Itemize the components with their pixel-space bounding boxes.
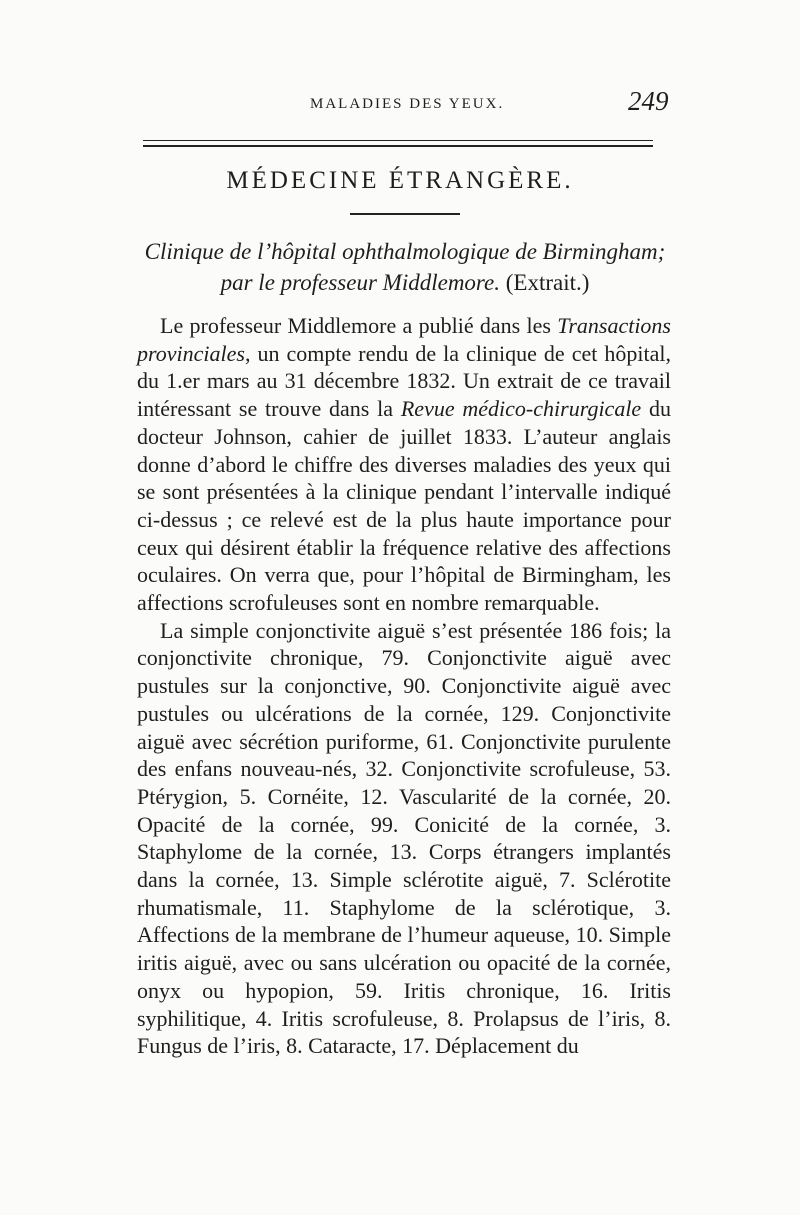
header-rule-thin [143,140,653,141]
body-text [137,312,671,1060]
title-rule [350,213,460,215]
page-number: 249 [628,86,669,116]
p1-text-1: Le professeur Middlemore a publié dans les [160,313,558,338]
subtitle-line-2 [140,267,670,298]
p1-review-title: Revue médico-chirurgicale [400,396,642,422]
p1-text-2: , un compte rendu de la clinique de cet hôpital, du 1.er mars au 31 décembre 1832. Un extrait de ce travail intéressant se trouve dans la [137,340,671,422]
section-title: MÉDECINE ÉTRANGÈRE. [226,167,574,194]
running-head: MALADIES DES YEUX. [310,96,505,112]
paragraph-2: La simple conjonctivite aiguë s’est présentée 186 fois; la conjonctivite chronique, 79. Conjonctivite aiguë avec pustules sur la conjonctive, 90. Conjonctivite aiguë avec pustules ou ulcérations de la cornée, 129. Conjonctivite aiguë avec sécrétion puriforme, 61. Conjonctivite purulente des enfans nouveau-nés, 32. Conjonctivite scrofuleuse, 53. Ptérygion, 5. Cornéite, 12. Vascularité de la cornée, 20. Opacité de la cornée, 99. Conicité de la cornée, 3. Staphylome de la cornée, 13. Corps étrangers implantés dans la cornée, 13. Simple sclérotite aiguë, 7. Sclérotite rhumatismale, 11. Staphylome de la sclérotique, 3. Affections de la membrane de l’humeur aqueuse, 10. Simple iritis aiguë, avec ou sans ulcération ou opacité de la cornée, onyx ou hypopion, 59. Iritis chronique, 16. Iritis syphilitique, 4. Iritis scrofuleuse, 8. Prolapsus de l’iris, 8. Fungus de l’iris, 8. Cataracte, 17. Déplacement du [137,617,671,1059]
p1-text-3: du docteur Johnson, cahier de juillet 1833. L’auteur anglais donne d’abord le chiffre des diverses maladies des yeux qui se sont présentées à la clinique pendant l’intervalle indiqué ci-dessus ; ce relevé est de la plus haute importance pour ceux qui désirent établir la fréquence relative des affections oculaires. On verra que, pour l’hôpital de Birmingham, les affections scrofuleuses sont en nombre remarquable. [137,396,672,616]
p1-journal-title: Transactions provinciales [137,313,671,366]
subtitle-extract-note: (Extrait.) [499,270,590,295]
article-subtitle [140,236,670,298]
subtitle-author: par le professeur Middlemore. [220,270,500,295]
header-rule-thick [143,145,653,147]
subtitle-line-1: Clinique de l’hôpital ophthalmologique de Birmingham; [144,239,666,264]
paragraph-1 [137,312,671,617]
